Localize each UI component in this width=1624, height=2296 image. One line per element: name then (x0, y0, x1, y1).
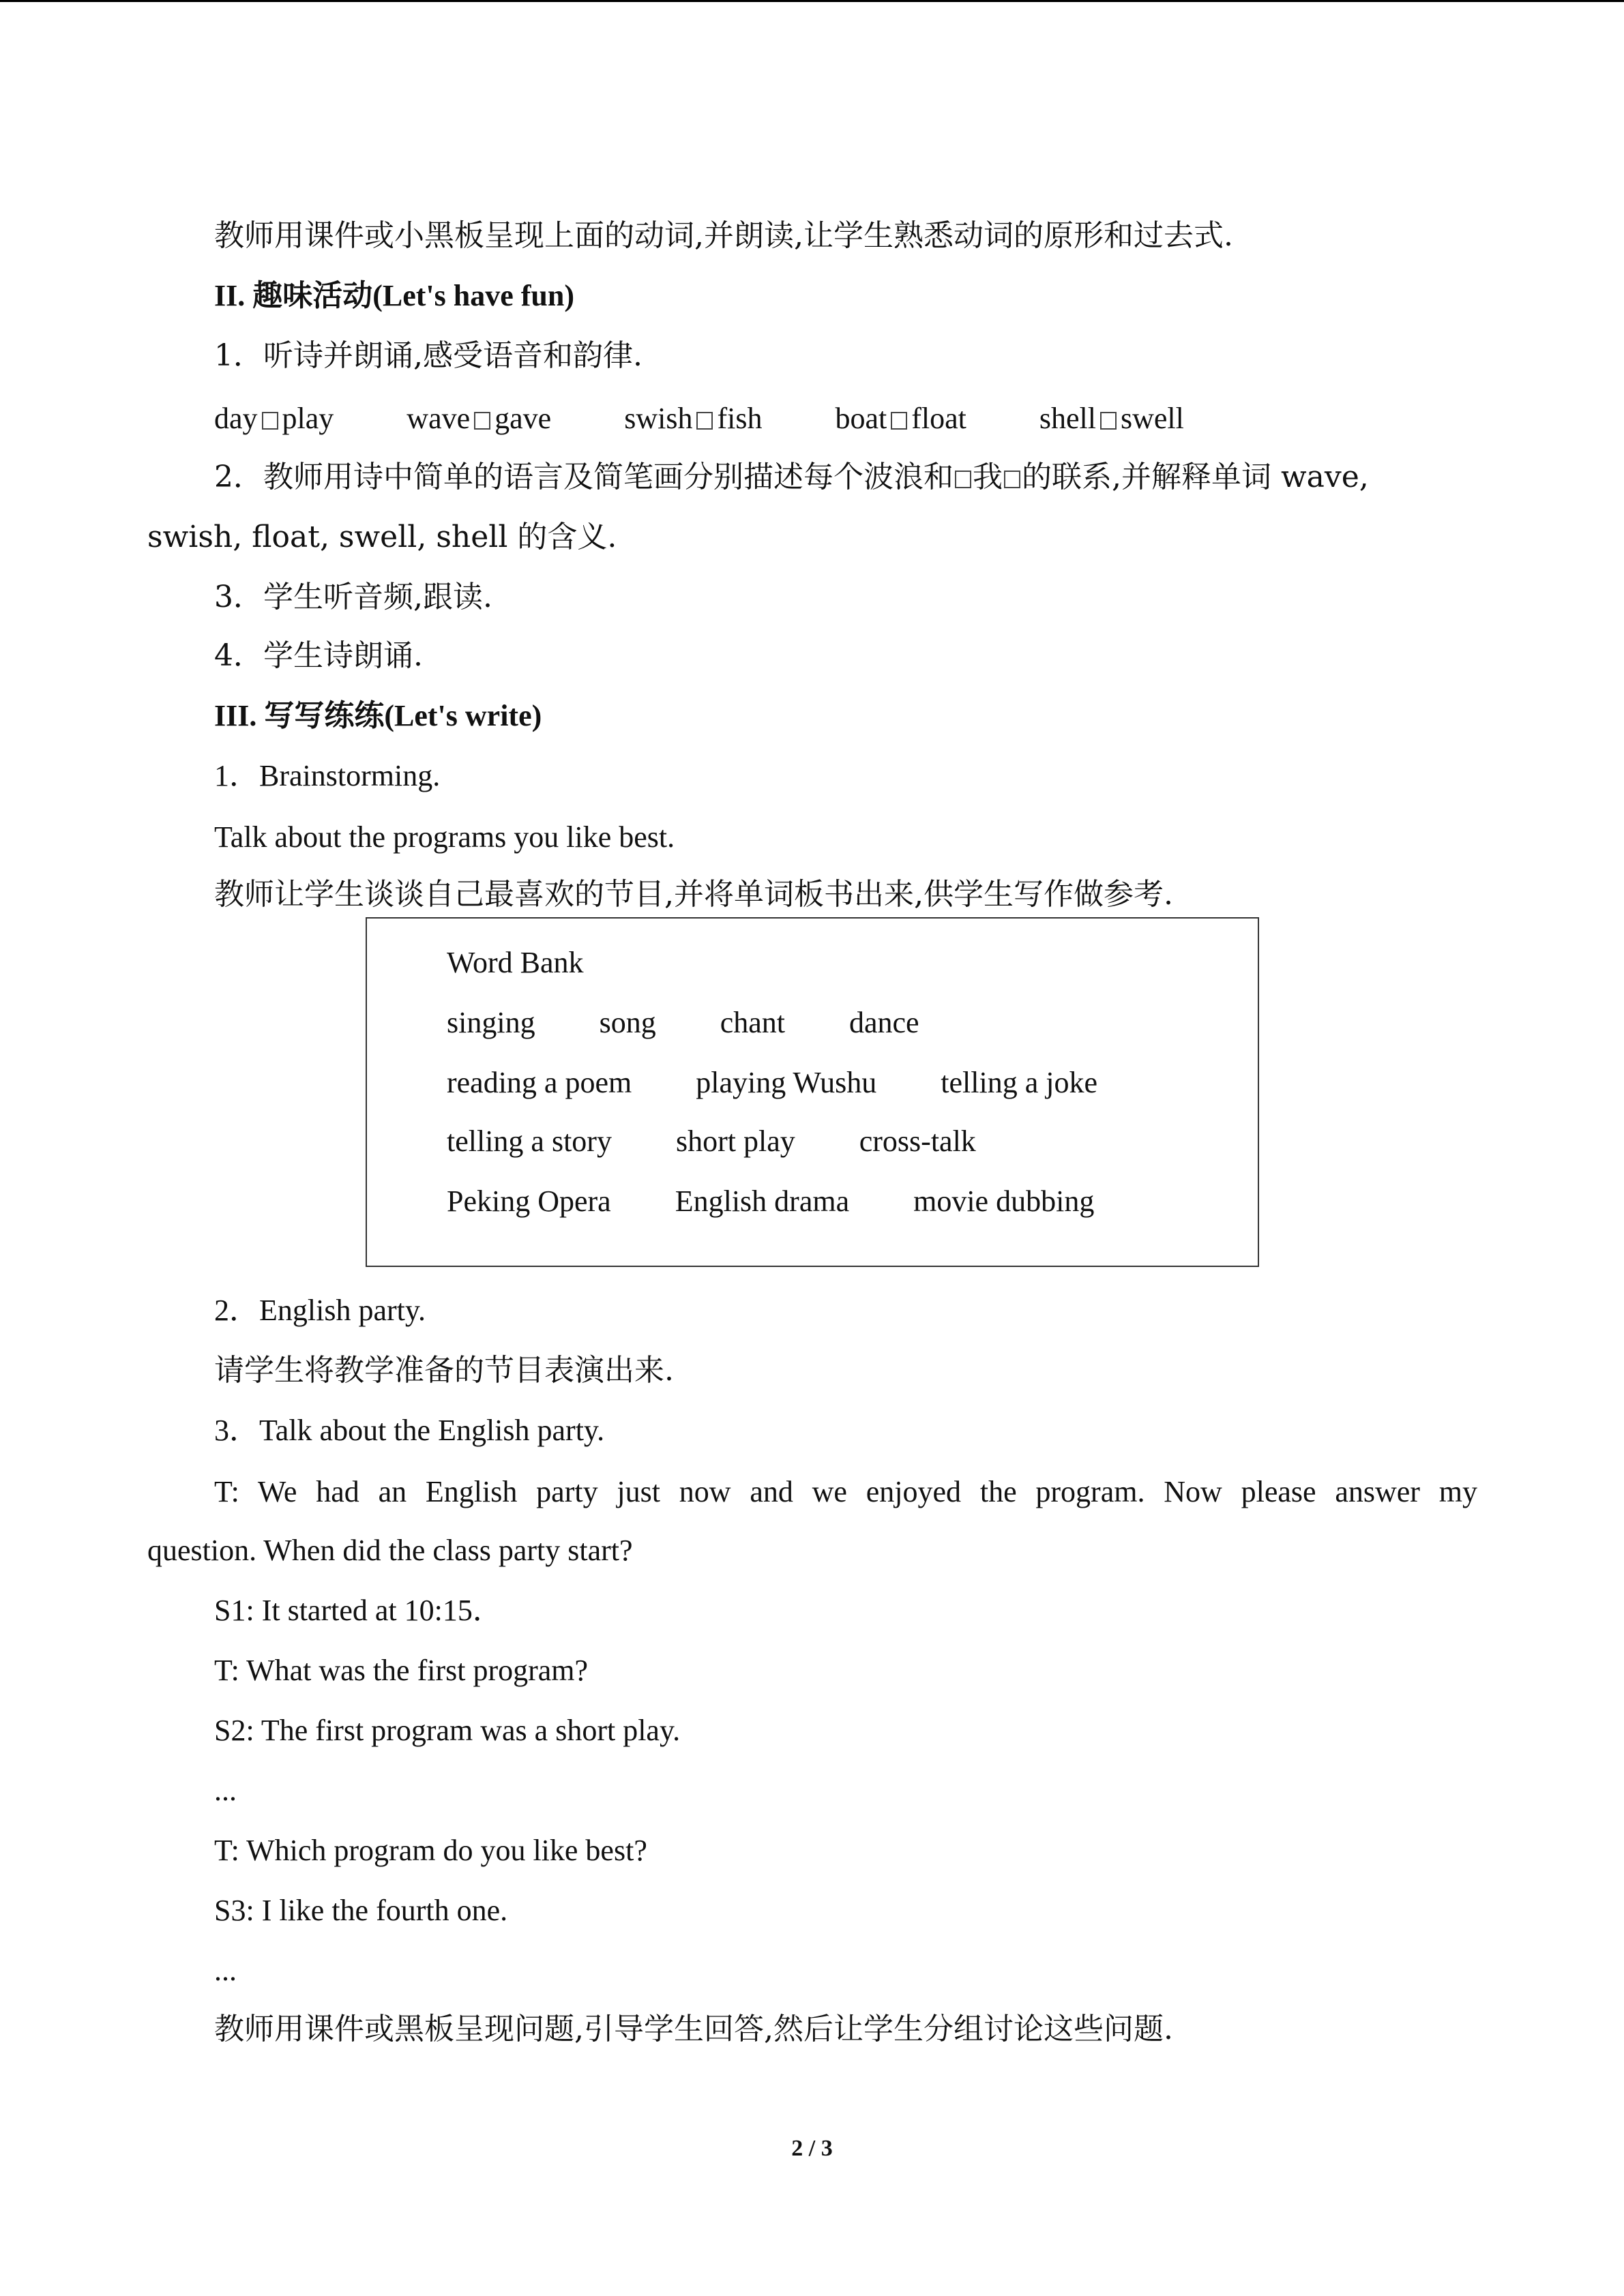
rhyme-pair: shell swell (1039, 402, 1184, 435)
word-bank-word: English drama (675, 1184, 850, 1218)
word-bank-row (447, 1062, 1097, 1103)
dialog-teacher-2: T: What was the first program? (214, 1654, 589, 1687)
s3-item-2: 2．English party. (214, 1294, 426, 1327)
word-bank-box (366, 917, 1259, 1267)
rhyme-pair: day play (214, 402, 334, 435)
word-bank-row (447, 1181, 1094, 1222)
s2-item-4: 4．学生诗朗诵. (214, 638, 423, 673)
s3-talk-prompt: Talk about the programs you like best. (214, 820, 675, 854)
word-bank-word: Peking Opera (447, 1184, 611, 1218)
dialog-student-2: S2: The first program was a short play. (214, 1714, 681, 1747)
s2-item-1: 1．听诗并朗诵,感受语音和韵律. (214, 338, 643, 373)
box-glyph (696, 412, 713, 430)
rhyme-pair: swish fish (624, 402, 763, 435)
ellipsis: ... (214, 1954, 237, 1987)
dialog-student-3: S3: I like the fourth one. (214, 1894, 508, 1927)
page-number: 2 / 3 (791, 2136, 833, 2161)
s2-item-2-continued: swish, float, swell, shell 的含义. (147, 520, 617, 554)
box-glyph (1004, 471, 1020, 488)
word-bank-word: movie dubbing (913, 1184, 1095, 1218)
rhyme-pair: wave gave (407, 402, 552, 435)
word-bank-word: playing Wushu (696, 1066, 877, 1099)
section-2-heading: II. 趣味活动(Let's have fun) (214, 279, 575, 312)
word-bank-word: telling a joke (941, 1066, 1098, 1099)
dialog-teacher-1-continued: question. When did the class party start? (147, 1534, 633, 1567)
s2-item-3: 3．学生听音频,跟读. (214, 580, 492, 614)
box-glyph (262, 412, 278, 430)
section-3-heading: III. 写写练练(Let's write) (214, 699, 542, 732)
s3-teacher-instruction: 教师让学生谈谈自己最喜欢的节目,并将单词板书出来,供学生写作做参考. (214, 877, 1173, 912)
box-glyph (955, 471, 971, 488)
box-glyph (891, 412, 907, 430)
word-bank-word: song (599, 1006, 656, 1039)
box-glyph (474, 412, 490, 430)
word-bank-word: chant (720, 1006, 785, 1039)
s3-item-1: 1．Brainstorming. (214, 759, 441, 792)
word-bank-word: dance (849, 1006, 919, 1039)
dialog-teacher-3: T: Which program do you like best? (214, 1834, 647, 1867)
word-bank-row (447, 1002, 919, 1043)
word-bank-word: singing (447, 1006, 535, 1039)
closing-paragraph: 教师用课件或黑板呈现问题,引导学生回答,然后让学生分组讨论这些问题. (214, 2012, 1173, 2046)
word-bank-title: Word Bank (447, 946, 584, 979)
ellipsis: ... (214, 1774, 237, 1807)
box-glyph (1100, 412, 1117, 430)
dialog-teacher-1: T: We had an English party just now and we enjoyed the program. Now please answer my (214, 1475, 1477, 1508)
rhyme-pair: boat float (835, 402, 966, 435)
dialog-student-1: S1: It started at 10:15． (214, 1594, 503, 1627)
word-bank-word: telling a story (447, 1124, 612, 1158)
s3-item-3: 3．Talk about the English party. (214, 1414, 605, 1447)
word-bank-word: cross-talk (859, 1124, 976, 1158)
word-bank-word: short play (675, 1124, 795, 1158)
word-bank-word: reading a poem (447, 1066, 632, 1099)
rhyme-pairs (214, 398, 1184, 439)
intro-paragraph: 教师用课件或小黑板呈现上面的动词,并朗读,让学生熟悉动词的原形和过去式. (214, 218, 1233, 253)
s3-perform-instruction: 请学生将教学准备的节目表演出来. (214, 1353, 674, 1388)
word-bank-row (447, 1121, 976, 1162)
s2-item-2: 2．教师用诗中简单的语言及简笔画分别描述每个波浪和 我 的联系,并解释单词 wave, (214, 460, 1369, 494)
page-top-border (0, 0, 1624, 2)
